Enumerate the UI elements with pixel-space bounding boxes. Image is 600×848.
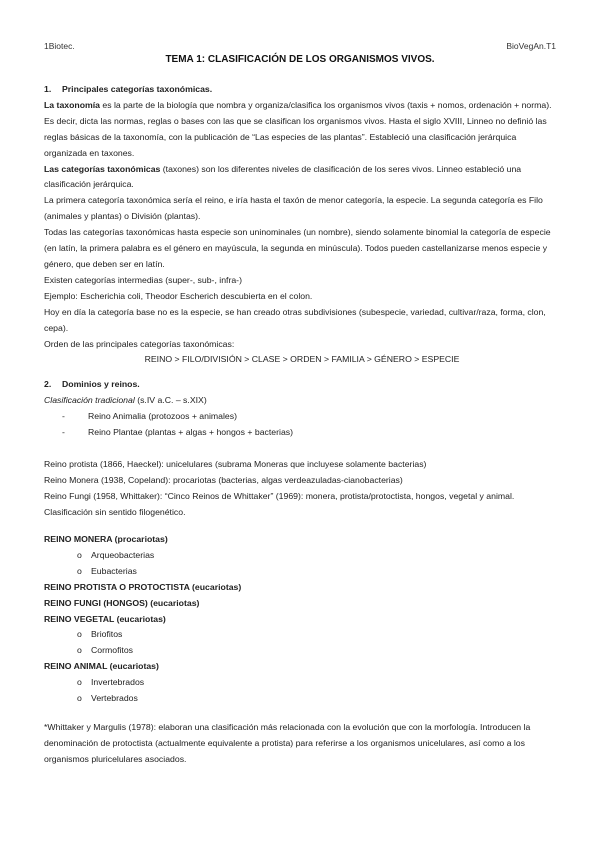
circle-bullet: o: [77, 677, 82, 688]
circle-bullet: o: [77, 629, 82, 640]
list-item: [44, 643, 560, 659]
traditional-classification: [44, 393, 560, 409]
taxonomy-paragraph: [44, 98, 560, 162]
taxonomic-order: REINO > FILO/DIVISIÓN > CLASE > ORDEN > FAMILIA > GÉNERO > ESPECIE: [144, 354, 460, 365]
kingdom-vegetal: [44, 612, 560, 628]
list-item-text: Reino Plantae (plantas + algas + hongos + bacterias): [88, 426, 294, 437]
traditional-label: Clasificación tradicional: [44, 394, 135, 405]
categories-paragraph: [44, 162, 560, 194]
kingdom-type: (eucariotas): [114, 613, 166, 624]
paragraph-order-label: Orden de las principales categorías taxonómicas:: [44, 338, 235, 349]
section-2-title: Dominios y reinos.: [62, 379, 140, 389]
kingdom-monera: [44, 532, 560, 548]
list-item-text: Arqueobacterias: [91, 549, 155, 560]
dash-bullet: -: [62, 410, 65, 421]
list-item-text: Eubacterias: [91, 565, 137, 576]
kingdom-animal: [44, 659, 560, 675]
circle-bullet: o: [77, 693, 82, 704]
paragraph-subdivisions: Hoy en día la categoría base no es la especie, se han creado otras subdivisiones (subespecie, variedad, cultivar/raza, forma, clon, cepa).: [44, 306, 546, 333]
kingdom-fungi: [44, 596, 560, 612]
kingdom-type: (eucariotas): [147, 597, 200, 608]
circle-bullet: o: [77, 645, 82, 656]
paragraph-first-category: La primera categoría taxonómica sería el reino, e iría hasta el taxón de menor categoría, la especie. La segunda categoría es Filo (animales y plantas) o División (plantas).: [44, 195, 543, 222]
kingdom-name: REINO MONERA: [44, 534, 113, 544]
kingdom-history: [44, 457, 560, 521]
kingdom-name: REINO ANIMAL: [44, 661, 108, 672]
list-item: [44, 425, 560, 441]
kingdom-name: REINO PROTISTA O PROTOCTISTA: [44, 581, 190, 592]
header-course-code: 1Biotec.: [44, 41, 75, 51]
taxonomy-term: La taxonomía: [44, 99, 100, 110]
list-item-text: Invertebrados: [91, 677, 145, 688]
categories-text: (taxones) son los diferentes niveles de clasificación de los seres vivos. Linneo estableció una clasificación jerárquica.: [44, 163, 522, 190]
section-1: [44, 82, 560, 368]
five-kingdoms-list: [44, 532, 560, 707]
kingdom-name: REINO FUNGI (HONGOS): [44, 597, 148, 608]
paragraph-fungi: Reino Fungi (1958, Whittaker): “Cinco Reinos de Whittaker” (1969): monera, protista/protoctista, hongos, vegetal y animal. Clasificación sin sentido filogenético.: [44, 490, 515, 517]
list-item: [44, 548, 560, 564]
section-2-heading: [44, 377, 560, 393]
kingdom-type: (procariotas): [112, 534, 168, 544]
paragraph-monera: Reino Monera (1938, Copeland): procariotas (bacterias, algas verdeazuladas-cianobacterias): [44, 474, 403, 485]
section-2: [44, 377, 560, 441]
list-item-text: Reino Animalia (protozoos + animales): [88, 410, 237, 421]
whittaker-margulis-note: [44, 720, 560, 768]
section-1-number: 1.: [44, 84, 52, 94]
paragraph-example: Ejemplo: Escherichia coli, Theodor Escherich descubierta en el colon.: [44, 290, 313, 301]
section-1-heading: [44, 82, 560, 98]
kingdom-type: (eucariotas): [189, 581, 242, 592]
section-2-number: 2.: [44, 379, 52, 389]
taxonomy-text: es la parte de la biología que nombra y organiza/clasifica los organismos vivos (taxis + nomos, ordenación + norma). Es decir, dicta las normas, reglas o bases con las que se clasifican los organismos vivos. Hasta el siglo XVIII, Linneo no definió las reglas básicas de la taxonomía, con la publicación de “Las especies de las plantas”. Estableció una clasificación jerárquica organizada en taxones.: [44, 99, 552, 158]
section-1-title: Principales categorías taxonómicas.: [62, 84, 213, 94]
list-item-text: Cormofitos: [91, 645, 133, 656]
list-item: [44, 691, 560, 707]
note-paragraph: *Whittaker y Margulis (1978): elaboran una clasificación más relacionada con la evolución que con la morfología. Introducen la denominación de protoctista (actualmente equivalente a protista) para referirse a los organismos unicelulares, así como a los organismos pluricelulares asociados.: [44, 722, 531, 764]
list-item-text: Vertebrados: [91, 693, 138, 704]
kingdom-protista: [44, 580, 560, 596]
list-item: [44, 564, 560, 580]
list-item: [44, 409, 560, 425]
dash-bullet: -: [62, 426, 65, 437]
paragraph-uninominal: Todas las categorías taxonómicas hasta especie son uninominales (un nombre), siendo solamente binomial la categoría de especie (en latín, la primera palabra es el género en mayúscula, la segunda en minúscula). Todos pueden castellanizarse menos especie y género, que deben ser en latín.: [44, 227, 551, 269]
kingdom-name: REINO VEGETAL: [44, 613, 115, 624]
circle-bullet: o: [77, 549, 82, 560]
kingdom-type: (eucariotas): [107, 661, 159, 672]
circle-bullet: o: [77, 565, 82, 576]
categories-term: Las categorías taxonómicas: [44, 163, 161, 174]
list-item-text: Briofitos: [91, 629, 123, 640]
header-subject-code: BioVegAn.T1: [506, 41, 556, 51]
list-item: [44, 675, 560, 691]
paragraph-protista: Reino protista (1866, Haeckel): unicelulares (subrama Moneras que incluyese solamente bacterias): [44, 459, 427, 469]
page-title: TEMA 1: CLASIFICACIÓN DE LOS ORGANISMOS VIVOS.: [165, 54, 435, 65]
paragraph-intermediate: Existen categorías intermedias (super-, sub-, infra-): [44, 274, 242, 285]
traditional-period: (s.IV a.C. – s.XIX): [134, 394, 207, 405]
list-item: [44, 627, 560, 643]
